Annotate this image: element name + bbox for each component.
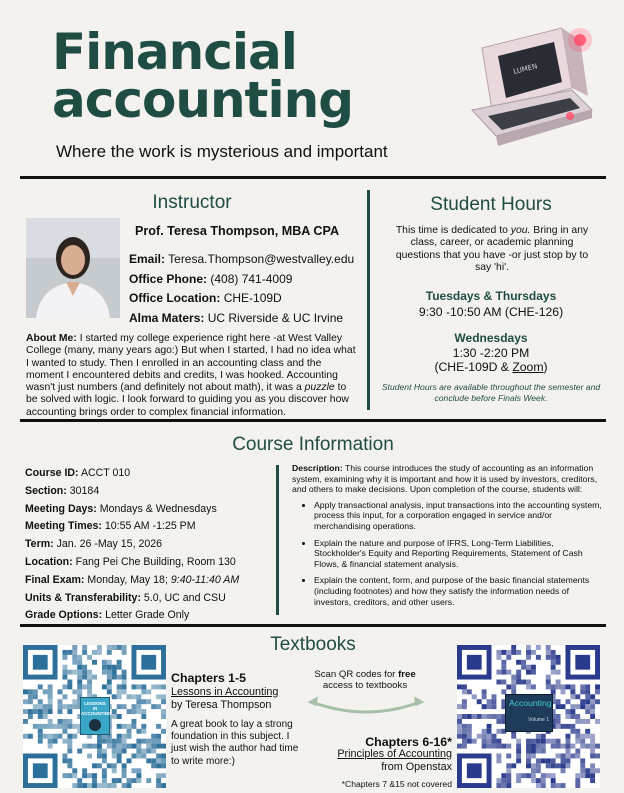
double-arrow-icon bbox=[306, 696, 426, 718]
book2-chapters: Chapters 6-16* bbox=[365, 735, 452, 749]
book2-cover-title: Accounting bbox=[509, 698, 552, 708]
book1-cover-line-2: IN bbox=[92, 706, 98, 711]
hours-location-2 bbox=[378, 360, 604, 374]
detail-label: Section: bbox=[25, 484, 67, 497]
hours-location-close: ) bbox=[543, 360, 548, 374]
book2-cover-volume: Volume 1 bbox=[528, 717, 549, 723]
detail-label: Final Exam: bbox=[25, 573, 85, 586]
textbooks-heading: Textbooks bbox=[270, 634, 356, 655]
instructor-name: Prof. Teresa Thompson, MBA CPA bbox=[135, 224, 340, 238]
email-value[interactable]: Teresa.Thompson@westvalley.edu bbox=[168, 252, 355, 266]
outcome-item: • Apply transactional analysis, input transactions into the accounting system, process this input, for a corporation engaged in service and/or merchandising operations. bbox=[314, 500, 604, 532]
textbooks-divider bbox=[20, 624, 606, 627]
units-row bbox=[25, 590, 239, 608]
detail-label: Term: bbox=[25, 538, 54, 551]
hours-day-1: Tuesdays & Thursdays bbox=[425, 289, 557, 303]
detail-label: Meeting Days: bbox=[25, 502, 97, 515]
hours-location-text: (CHE-109D & bbox=[434, 360, 509, 374]
location-value: CHE-109D bbox=[223, 291, 282, 305]
book1-chapters: Chapters 1-5 bbox=[171, 671, 247, 685]
column-divider bbox=[367, 190, 370, 410]
hours-intro-1: This time is dedicated to bbox=[395, 225, 508, 236]
outcome-item: • Explain the content, form, and purpose of the basic financial statements (including footnotes) and how they satisfy the information needs of investors, creditors, and other users. bbox=[314, 575, 604, 607]
description-text: This course introduces the study of accounting as an information system, examining why it is important and how it is used by investors, creditors, and others to make decisions. Upon completion of the course, students will: bbox=[292, 463, 598, 495]
hours-day-2: Wednesdays bbox=[454, 331, 528, 345]
student-hours-heading: Student Hours bbox=[430, 194, 552, 215]
alma-value: UC Riverside & UC Irvine bbox=[207, 310, 344, 325]
outcomes-list bbox=[292, 500, 604, 607]
course-info-heading: Course Information bbox=[232, 434, 394, 455]
hours-note: Student Hours are available throughout the semester and conclude before Finals Week. bbox=[381, 382, 601, 403]
section-row bbox=[25, 483, 239, 501]
detail-value: Mondays & Wednesdays bbox=[99, 502, 217, 515]
about-text-2: to be solved with logic. I look forward to guiding you as you discover how accounting brings order to complex financial information. bbox=[26, 382, 349, 418]
book1-cover bbox=[80, 697, 110, 735]
detail-label: Location: bbox=[25, 555, 73, 568]
computer-brand-label: LUMEN bbox=[512, 62, 539, 76]
page-title bbox=[52, 23, 432, 129]
scan-note-free: free bbox=[398, 669, 416, 680]
book1-cover-line-1: LESSONS bbox=[84, 701, 106, 706]
location-label: Office Location: bbox=[129, 291, 221, 305]
detail-value: Jan. 26 -May 15, 2026 bbox=[56, 538, 163, 551]
title-line-2: accounting bbox=[52, 71, 353, 129]
grade-options-row bbox=[25, 607, 239, 625]
email-label: Email: bbox=[129, 252, 166, 266]
scan-note bbox=[300, 669, 430, 692]
hours-time-2: 1:30 -2:20 PM bbox=[452, 346, 530, 360]
book1-title-link[interactable]: Lessons in Accounting bbox=[171, 686, 279, 698]
book2-footnote: *Chapters 7 &15 not covered bbox=[341, 779, 452, 789]
alma-label: Alma Maters: bbox=[129, 310, 205, 325]
course-divider bbox=[20, 419, 606, 422]
about-emphasis: puzzle bbox=[304, 382, 335, 394]
detail-label: Course ID: bbox=[25, 467, 79, 479]
book2-source: from Openstax bbox=[381, 761, 452, 773]
tagline: Where the work is mysterious and important bbox=[56, 142, 388, 161]
detail-label: Grade Options: bbox=[25, 609, 103, 622]
detail-value: Fang Pei Che Building, Room 130 bbox=[75, 555, 236, 568]
course-description bbox=[292, 463, 604, 613]
zoom-link[interactable]: Zoom bbox=[512, 360, 544, 374]
instructor-photo bbox=[26, 218, 120, 318]
description-paragraph bbox=[292, 463, 604, 495]
location-row bbox=[129, 289, 354, 309]
retro-computer-illustration bbox=[452, 18, 602, 168]
email-row bbox=[129, 250, 354, 270]
scan-note-2: access to textbooks bbox=[322, 680, 408, 692]
hours-intro bbox=[394, 225, 590, 274]
about-label: About Me: bbox=[26, 333, 77, 344]
detail-value: 30184 bbox=[69, 484, 100, 497]
detail-value: Monday, May 18; bbox=[87, 573, 168, 586]
hours-time-1: 9:30 -10:50 AM (CHE-126) bbox=[418, 305, 564, 319]
title-line-1: Financial bbox=[52, 23, 297, 81]
book1-note: A great book to lay a strong foundation in this subject. I just wish the author had time to write more:) bbox=[171, 719, 299, 767]
about-me bbox=[26, 333, 360, 419]
hours-intro-emphasis: you. bbox=[510, 225, 531, 236]
term-row bbox=[25, 536, 239, 554]
book1-cover-art bbox=[89, 719, 101, 731]
final-exam-row bbox=[25, 572, 239, 590]
location-detail-row bbox=[25, 554, 239, 572]
description-label: Description: bbox=[292, 463, 343, 473]
about-text-1: I started my college experience right here -at West Valley College (many, many years ago:) But when I started, I had no idea what I wanted to study. Then I enrolled in an accounting class and the moment I encountered debits and credits, I was hooked. Accounting wasn't just numbers (and definitely not about math), it was a bbox=[26, 333, 356, 394]
phone-value: (408) 741-4009 bbox=[210, 271, 293, 286]
book2-title-link[interactable]: Principles of Accounting bbox=[337, 748, 452, 760]
detail-value: 10:55 AM -1:25 PM bbox=[104, 520, 196, 533]
instructor-contact bbox=[129, 250, 354, 328]
course-details bbox=[25, 465, 239, 625]
hours-intro-2: Bring in any class, career, or academic planning questions that you have -or just stop by to say 'hi'. bbox=[395, 225, 589, 273]
outcome-item: • Explain the nature and purpose of IFRS, Long-Term Liabilities, Stockholder's Equity and Reporting Requirements, Statement of Cash Flows, & financial statement analysis. bbox=[314, 538, 604, 570]
instructor-heading: Instructor bbox=[152, 192, 232, 213]
book1-author: by Teresa Thompson bbox=[171, 699, 272, 711]
detail-value: 5.0, UC and CSU bbox=[143, 591, 226, 604]
detail-value: ACCT 010 bbox=[80, 467, 131, 479]
detail-label: Meeting Times: bbox=[25, 520, 102, 533]
scan-note-1: Scan QR codes for bbox=[314, 669, 396, 680]
alma-row bbox=[129, 309, 354, 329]
phone-label: Office Phone: bbox=[129, 271, 208, 286]
meeting-times-row bbox=[25, 518, 239, 536]
book2-cover bbox=[505, 694, 553, 732]
detail-label: Units & Transferability: bbox=[25, 591, 141, 604]
header-divider bbox=[20, 176, 606, 179]
course-column-divider bbox=[276, 465, 279, 615]
detail-value: Letter Grade Only bbox=[105, 609, 190, 622]
course-id-row bbox=[25, 465, 239, 483]
meeting-days-row bbox=[25, 501, 239, 519]
phone-row bbox=[129, 270, 354, 290]
book1-cover-line-3: ACCOUNTING bbox=[81, 711, 112, 716]
detail-value-emphasis: 9:40-11:40 AM bbox=[170, 573, 240, 586]
